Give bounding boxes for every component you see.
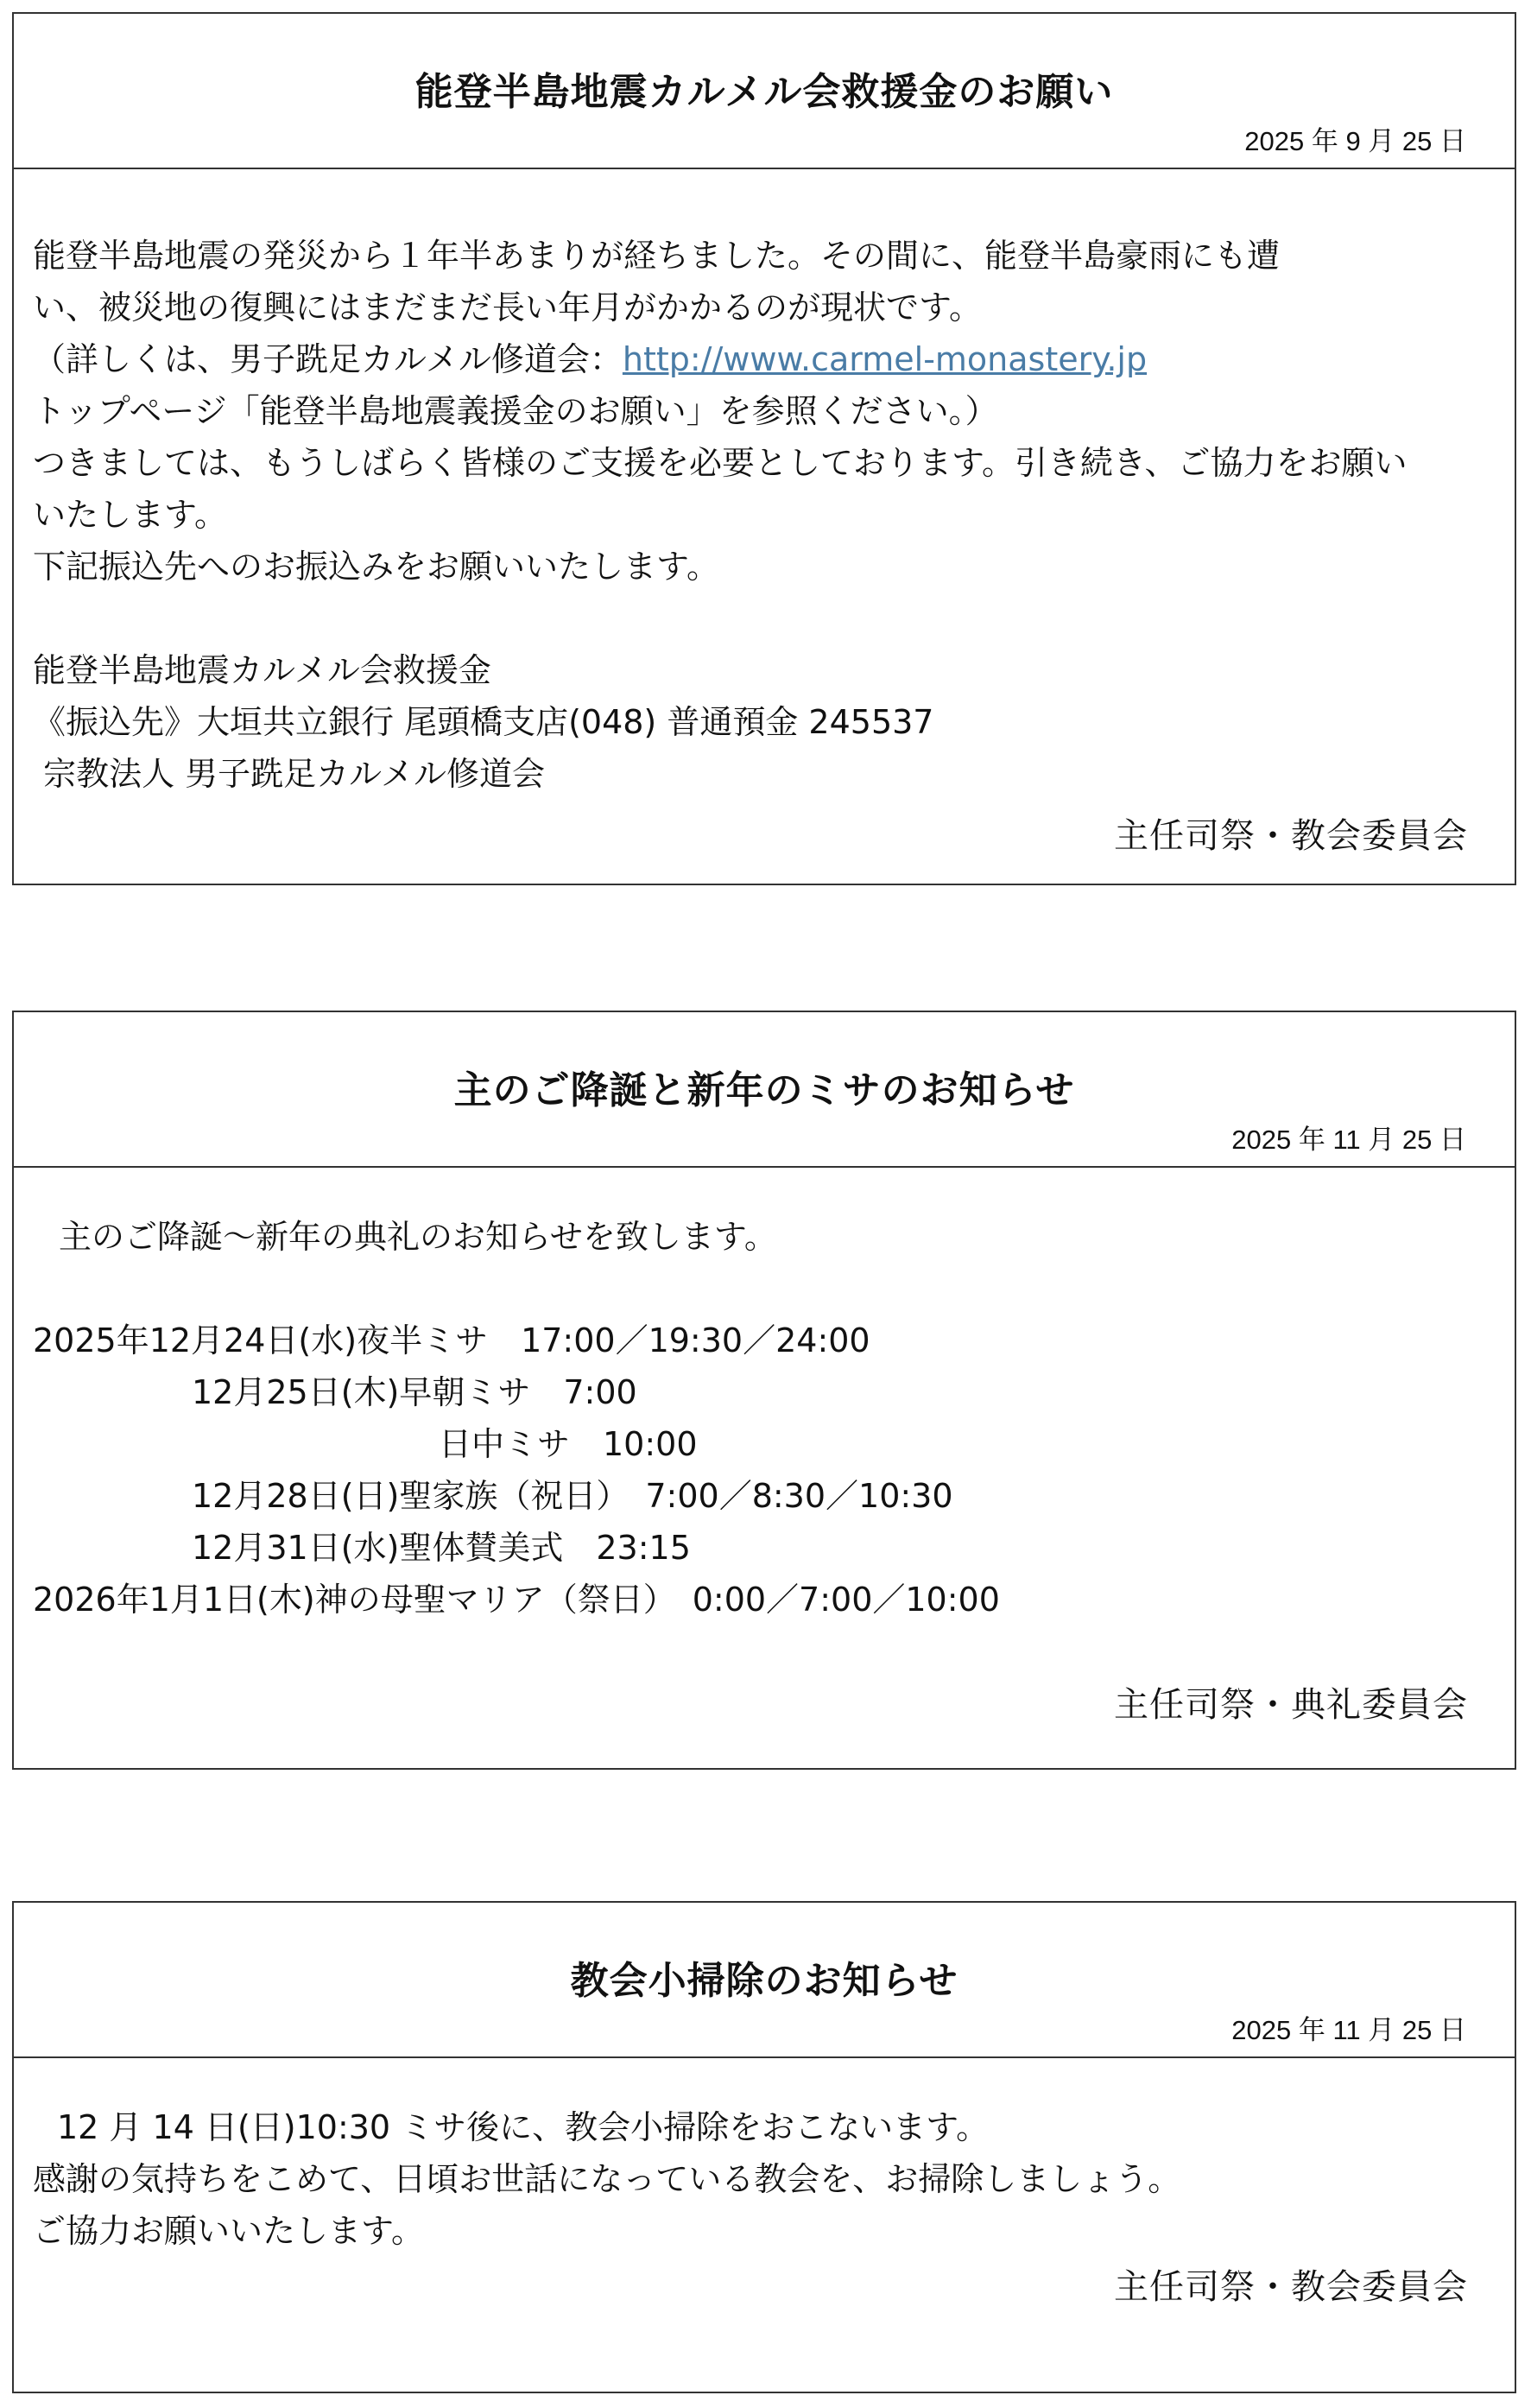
body-line-with-link <box>33 333 1147 385</box>
signature: 主任司祭・教会委員会 <box>1114 2267 1468 2307</box>
schedule-line: 日中ミサ 10:00 <box>439 1425 698 1463</box>
body-line: つきましては、もうしばらく皆様のご支援を必要としております。引き続き、ご協力をお願い <box>33 444 1408 482</box>
notice-title: 能登半島地震カルメル会救援金のお願い <box>414 70 1114 114</box>
schedule-line: 2026年1月1日(木)神の母聖マリア（祭日） 0:00／7:00／10:00 <box>33 1581 1000 1619</box>
body-line: トップページ「能登半島地震義援金のお願い」を参照ください。） <box>33 392 998 430</box>
schedule-line: 12月31日(水)聖体賛美式 23:15 <box>192 1529 691 1567</box>
notice-header <box>14 14 1515 169</box>
body-line: 下記振込先へのお振込みをお願いいたします。 <box>33 548 719 586</box>
bank-transfer-info: 《振込先》大垣共立銀行 尾頭橋支店(048) 普通預金 245537 <box>33 703 934 741</box>
body-line: いたします。 <box>33 496 227 534</box>
intro-line: 主のご降誕～新年の典礼のお知らせを致します。 <box>59 1218 777 1256</box>
body-line: ご協力お願いいたします。 <box>33 2212 424 2250</box>
link-prefix: （詳しくは、男子跣足カルメル修道会： <box>33 340 623 378</box>
notice-earthquake-relief <box>12 12 1516 885</box>
notice-header <box>14 1012 1515 1168</box>
schedule-line: 12月25日(木)早朝ミサ 7:00 <box>192 1373 637 1411</box>
notice-church-cleaning <box>12 1901 1516 2393</box>
body-line: い、被災地の復興にはまだまだ長い年月がかかるのが現状です。 <box>33 288 982 326</box>
schedule-line: 2025年12月24日(水)夜半ミサ 17:00／19:30／24:00 <box>33 1321 870 1359</box>
notice-date: 2025 年 11 月 25 日 <box>1231 2015 1466 2045</box>
signature: 主任司祭・典礼委員会 <box>1114 1685 1468 1725</box>
schedule-line: 12月28日(日)聖家族（祝日） 7:00／8:30／10:30 <box>192 1477 953 1515</box>
notice-header <box>14 1903 1515 2058</box>
body-line: 感謝の気持ちをこめて、日頃お世話になっている教会を、お掃除しましょう。 <box>33 2160 1181 2198</box>
body-line: 能登半島地震の発災から１年半あまりが経ちました。その間に、能登半島豪雨にも遭 <box>33 237 1281 275</box>
fund-name: 能登半島地震カルメル会救援金 <box>33 651 491 689</box>
notice-title: 主のご降誕と新年のミサのお知らせ <box>453 1068 1075 1112</box>
notice-title: 教会小掃除のお知らせ <box>570 1959 958 2003</box>
notice-date: 2025 年 11 月 25 日 <box>1231 1125 1466 1155</box>
signature: 主任司祭・教会委員会 <box>1114 816 1468 856</box>
notice-date: 2025 年 9 月 25 日 <box>1244 126 1466 156</box>
notice-christmas-newyear-mass <box>12 1011 1516 1770</box>
account-holder: 宗教法人 男子跣足カルメル修道会 <box>33 755 546 793</box>
monastery-website-link[interactable]: http://www.carmel-monastery.jp <box>622 340 1148 378</box>
body-line: 12 月 14 日(日)10:30 ミサ後に、教会小掃除をおこないます。 <box>57 2108 990 2146</box>
